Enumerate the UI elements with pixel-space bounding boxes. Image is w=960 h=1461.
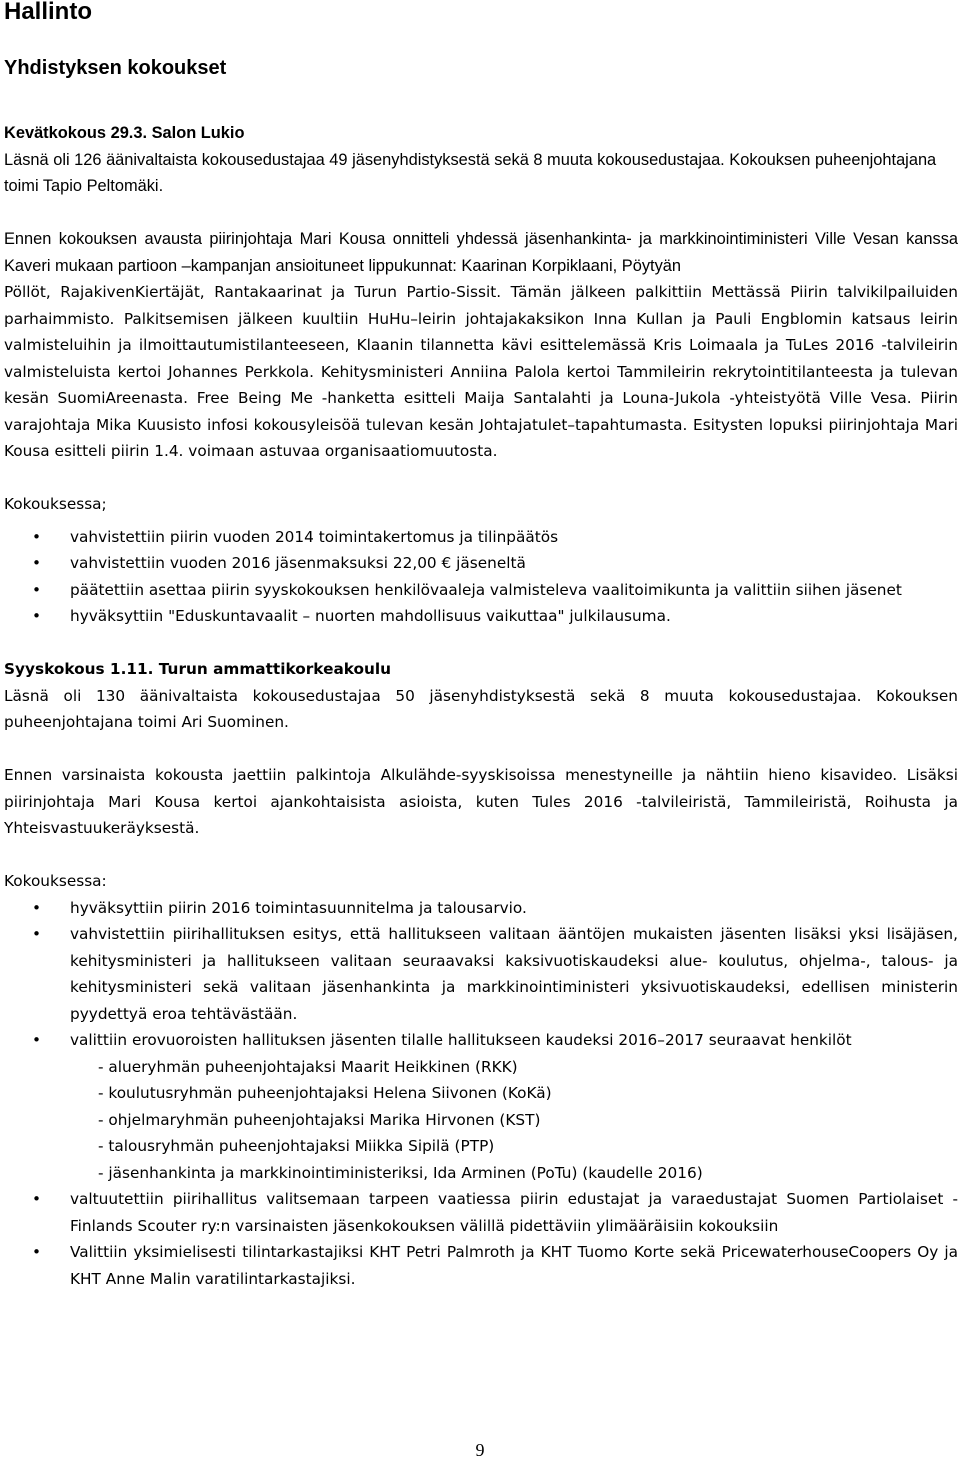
elected-members-list	[70, 1054, 958, 1187]
spring-decisions-list	[4, 524, 958, 630]
elected-member: - ohjelmaryhmän puheenjohtajaksi Marika Hirvonen (KST)	[98, 1110, 541, 1129]
list-item: • hyväksyttiin "Eduskuntavaalit – nuorten mahdollisuus vaikuttaa" julkilausuma.	[4, 603, 958, 630]
spring-meeting-intro-b: Pöllöt, RajakivenKiertäjät, Rantakaarinat ja Turun Partio-Sissit. Tämän jälkeen palkittiin Mettässä Piirin talvikilpailuiden parhaimmisto. Palkitsemisen jälkeen kuultiin HuHu–leirin johtajakaksikon Inna Kullan ja Pauli Engblomin katsaus leirin valmisteluihin ja ilmoittautumistilanteeseen, Klaanin tilannetta kävi esittelemässä Kris Loimaala ja TuLes 2016 -talvileirin valmisteluista kertoi Johannes Perkkola. Kehitysministeri Anniina Palola kertoi Tammileirin rekrytointitilanteesta ja tulevan kesän SuomiAreenasta. Free Being Me -hanketta esitteli Maija Santalahti ja Louna-Jukola -yhteistyötä Ville Vesa. Piirin varajohtaja Mika Kuusisto infosi kokousyleisöä tulevan kesän Johtajatulet–tapahtumasta. Esitysten lopuksi piirinjohtaja Mari Kousa esitteli piirin 1.4. voimaan astuvaa organisaatiomuutosta.	[4, 283, 958, 460]
page-title: Hallinto	[4, 0, 92, 25]
list-item: • hyväksyttiin piirin 2016 toimintasuunnitelma ja talousarvio.	[4, 895, 958, 922]
autumn-meeting-attendance: Läsnä oli 130 äänivaltaista kokousedustajaa 50 jäsenyhdistyksestä sekä 8 muuta kokousedustajaa. Kokouksen puheenjohtajana toimi Ari Suominen.	[4, 686, 958, 731]
list-item-text: valittiin erovuoroisten hallituksen jäsenten tilalle hallitukseen kaudeksi 2016–2017 seuraavat henkilöt	[70, 1031, 852, 1049]
spring-meeting-section	[4, 120, 958, 1292]
elected-member: - talousryhmän puheenjohtajaksi Miikka Sipilä (PTP)	[98, 1137, 495, 1155]
page-number: 9	[475, 1440, 485, 1460]
autumn-meeting-heading: Syyskokous 1.11. Turun ammattikorkeakoulu	[4, 660, 392, 678]
autumn-decisions-label: Kokouksessa:	[4, 872, 107, 890]
elected-member: - jäsenhankinta ja markkinointiministeriksi, Ida Arminen (PoTu) (kaudelle 2016)	[98, 1163, 703, 1182]
list-item: • päätettiin asettaa piirin syyskokouksen henkilövaaleja valmisteleva vaalitoimikunta ja valittiin siihen jäsenet	[4, 577, 958, 604]
spring-meeting-attendance: Läsnä oli 126 äänivaltaista kokousedustajaa 49 jäsenyhdistyksestä sekä 8 muuta kokousedustajaa. Kokouksen puheenjohtajana toimi Tapio Peltomäki.	[4, 150, 937, 195]
list-item: • Valittiin yksimielisesti tilintarkastajiksi KHT Petri Palmroth ja KHT Tuomo Korte sekä PricewaterhouseCoopers Oy ja KHT Anne Malin varatilintarkastajiksi.	[4, 1239, 958, 1292]
list-item: • vahvistettiin vuoden 2016 jäsenmaksuksi 22,00 € jäseneltä	[4, 550, 958, 577]
section-subtitle: Yhdistyksen kokoukset	[4, 57, 227, 79]
list-item: • vahvistettiin piirin vuoden 2014 toimintakertomus ja tilinpäätös	[4, 524, 958, 551]
list-item	[4, 1027, 958, 1186]
elected-member: - koulutusryhmän puheenjohtajaksi Helena Siivonen (KoKä)	[98, 1084, 552, 1102]
spring-decisions-label: Kokouksessa;	[4, 495, 107, 513]
elected-member: - alueryhmän puheenjohtajaksi Maarit Heikkinen (RKK)	[98, 1057, 518, 1076]
autumn-meeting-intro: Ennen varsinaista kokousta jaettiin palkintoja Alkulähde-syyskisoissa menestyneille ja nähtiin hieno kisavideo. Lisäksi piirinjohtaja Mari Kousa kertoi ajankohtaisista asioista, kuten Tules 2016 -talvileiristä, Tammileiristä, Roihusta ja Yhteisvastuukeräyksestä.	[4, 766, 958, 837]
list-item: • valtuutettiin piirihallitus valitsemaan tarpeen vaatiessa piirin edustajat ja varaedustajat Suomen Partiolaiset - Finlands Scouter ry:n varsinaisten jäsenkokouksen välillä pidettäviin ylimääräisiin kokouksiin	[4, 1186, 958, 1239]
spring-meeting-intro-a: Ennen kokouksen avausta piirinjohtaja Mari Kousa onnitteli yhdessä jäsenhankinta- ja markkinointiministeri Ville Vesan kanssa Kaveri mukaan partioon –kampanjan ansioituneet lippukunnat: Kaarinan Korpiklaani, Pöytyän	[4, 230, 958, 275]
autumn-decisions-list	[4, 895, 958, 1293]
list-item: • vahvistettiin piirihallituksen esitys, että hallitukseen valitaan ääntöjen mukaisten jäsenten lisäksi yksi lisäjäsen, kehitysministeri ja hallitukseen valitaan seuraavaksi kaksivuotiskaudeksi alue- koulutus, ohjelma-, talous- ja kehitysministeri sekä valitaan jäsenhankinta ja markkinointiministeri yksivuotiskaudeksi, edellisen ministerin pyydettyä eroa tehtävästään.	[4, 921, 958, 1027]
spring-meeting-heading: Kevätkokous 29.3. Salon Lukio	[4, 124, 245, 142]
